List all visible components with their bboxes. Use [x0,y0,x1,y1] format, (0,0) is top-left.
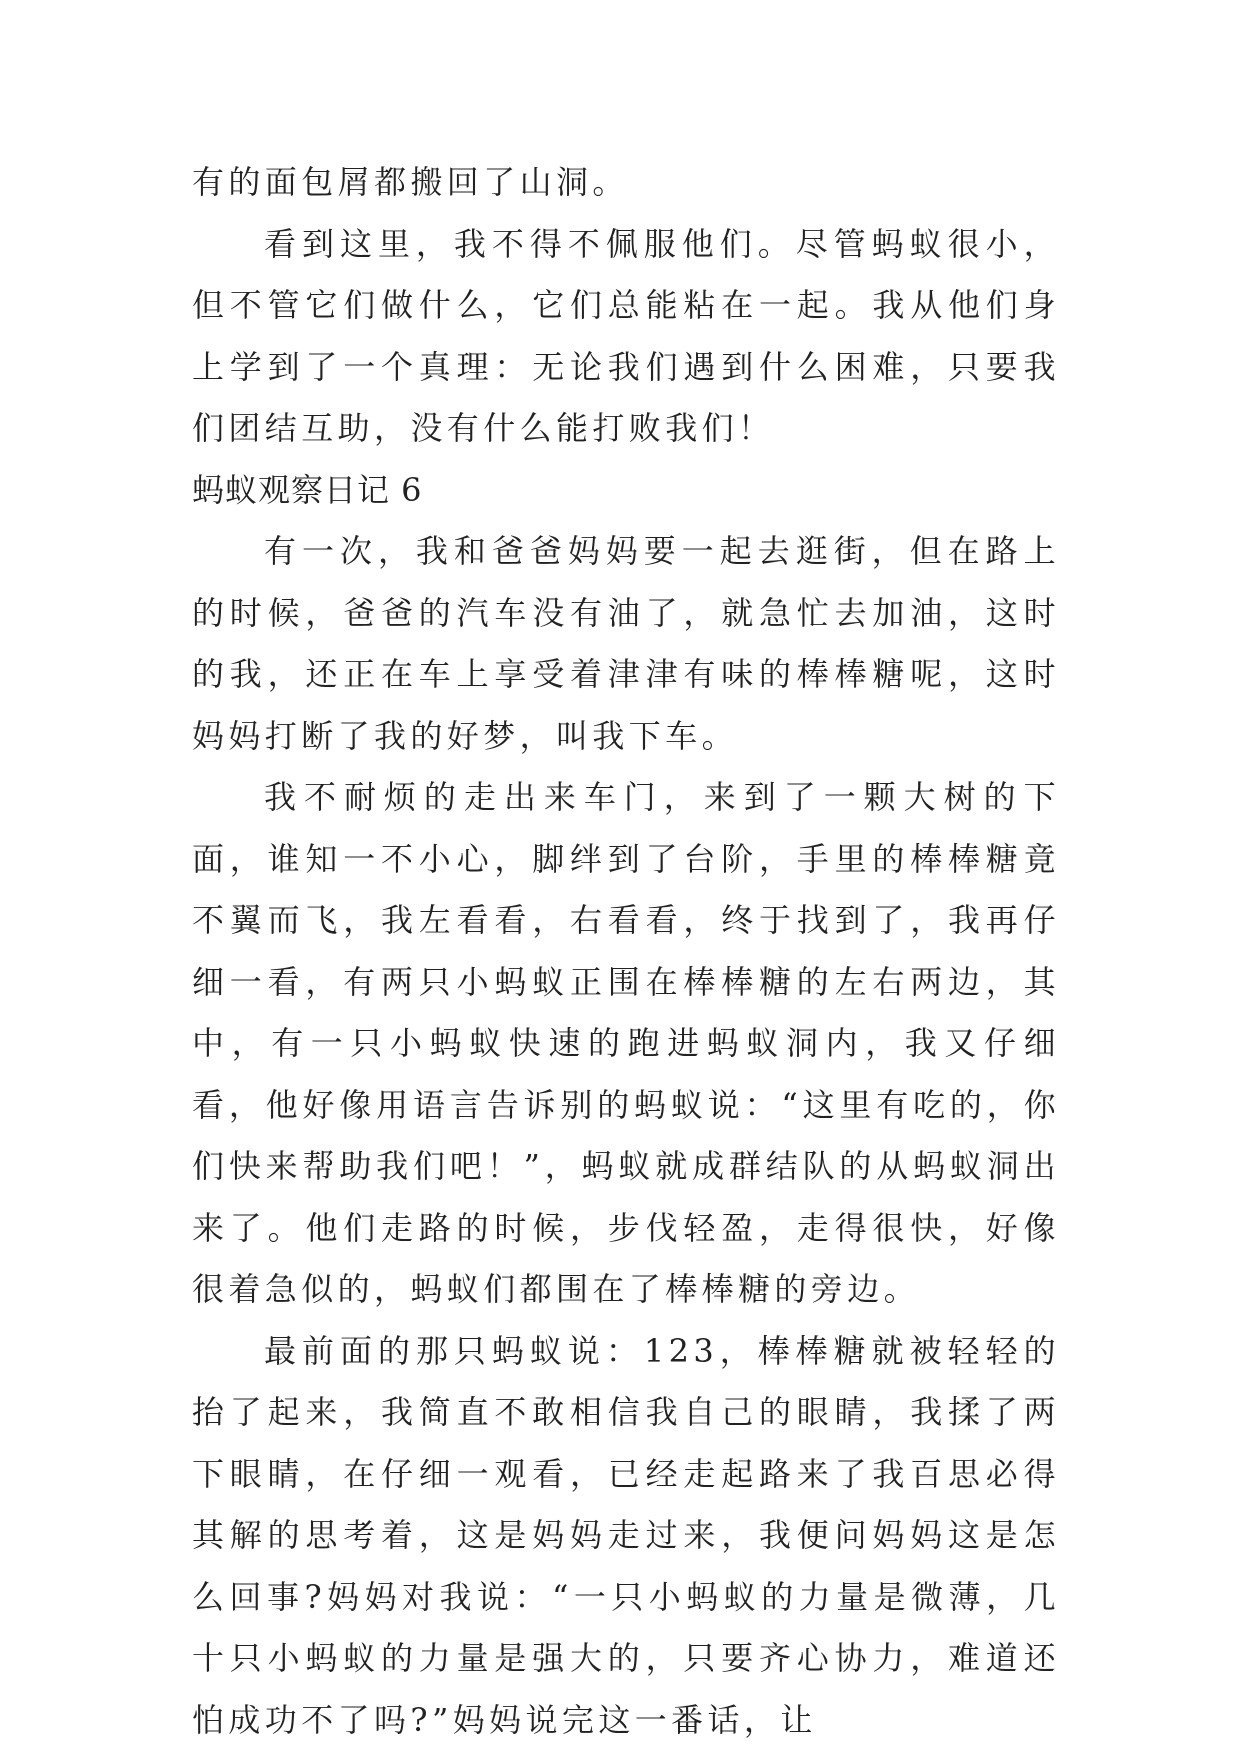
document-body [192,152,1060,1751]
paragraph-outing: 有一次，我和爸爸妈妈要一起去逛街，但在路上的时候，爸爸的汽车没有油了，就急忙去加油，这时的我，还正在车上享受着津津有味的棒棒糖呢，这时妈妈打断了我的好梦，叫我下车。 [192,532,1060,755]
section-heading: 蚂蚁观察日记 6 [192,470,423,509]
paragraph-reflection: 看到这里，我不得不佩服他们。尽管蚂蚁很小，但不管它们做什么，它们总能粘在一起。我从他们身上学到了一个真理：无论我们遇到什么困难，只要我们团结互助，没有什么能打败我们！ [192,224,1060,447]
paragraph-ants-discover: 我不耐烦的走出来车门，来到了一颗大树的下面，谁知一不小心，脚绊到了台阶，手里的棒棒糖竟不翼而飞，我左看看，右看看，终于找到了，我再仔细一看，有两只小蚂蚁正围在棒棒糖的左右两边，其中，有一只小蚂蚁快速的跑进蚂蚁洞内，我又仔细看，他好像用语言告诉别的蚂蚁说：“这里有吃的，你们快来帮助我们吧！”，蚂蚁就成群结队的从蚂蚁洞出来了。他们走路的时候，步伐轻盈，走得很快，好像很着急似的，蚂蚁们都围在了棒棒糖的旁边。 [192,778,1060,1308]
paragraph-ants-lift: 最前面的那只蚂蚁说：123，棒棒糖就被轻轻的抬了起来，我简直不敢相信我自己的眼睛，我揉了两下眼睛，在仔细一观看，已经走起路来了我百思必得其解的思考着，这是妈妈走过来，我便问妈妈这是怎么回事?妈妈对我说：“一只小蚂蚁的力量是微薄，几十只小蚂蚁的力量是强大的，只要齐心协力，难道还怕成功不了吗?”妈妈说完这一番话，让 [192,1331,1060,1739]
paragraph-continuation: 有的面包屑都搬回了山洞。 [192,163,629,201]
